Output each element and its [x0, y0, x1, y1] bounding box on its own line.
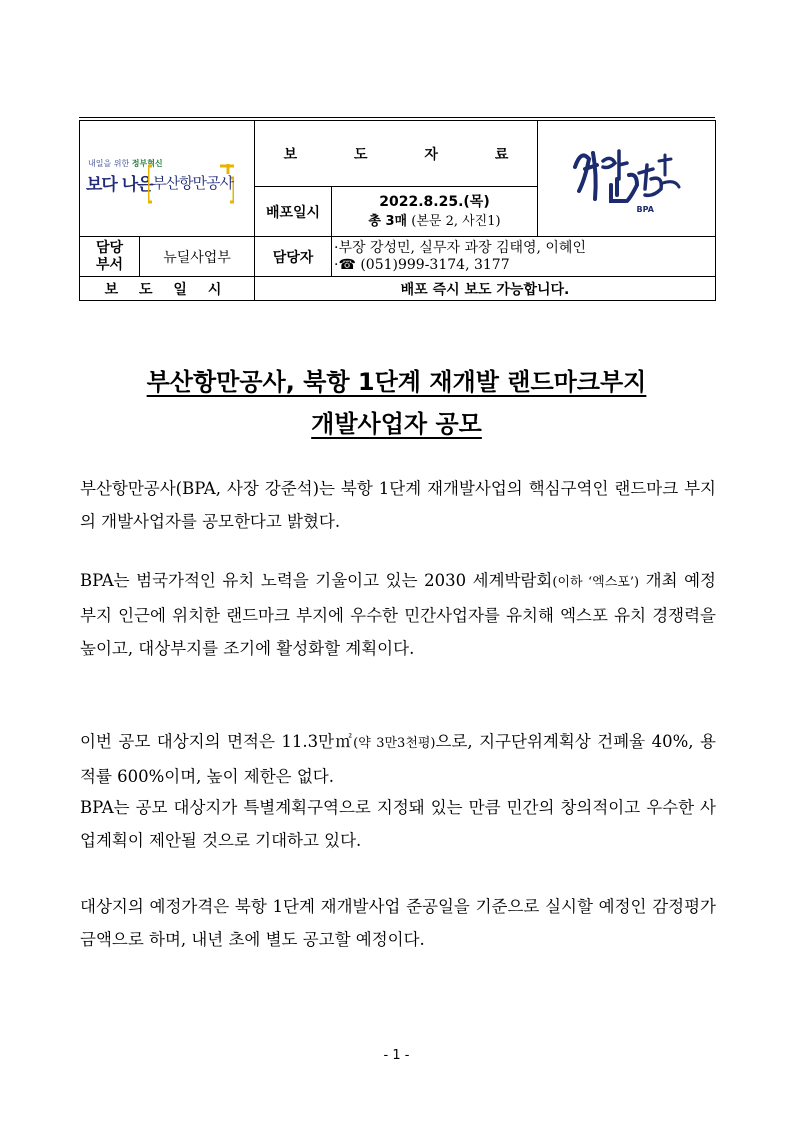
brand-calligraphy-icon	[567, 139, 687, 219]
contact-phone: ·☎ (051)999-3174, 3177	[334, 256, 510, 273]
page-number: - 1 -	[383, 1048, 410, 1063]
brand-slogan-logo	[567, 139, 687, 219]
bpa-logo	[82, 144, 252, 214]
press-time-label: 보 도 일 시	[80, 277, 255, 301]
body-paragraph-4: BPA는 공모 대상지가 특별계획구역으로 지정돼 있는 만큼 민간의 창의적이고 우수한 사업계획이 제안될 것으로 기대하고 있다.	[80, 798, 716, 850]
logo-cell	[80, 121, 255, 237]
brand-bpa-label: BPA	[636, 204, 654, 214]
headline-line-1: 부산항만공사, 북항 1단계 재개발 랜드마크부지	[146, 368, 647, 396]
body-paragraph-2: BPA는 범국가적인 유치 노력을 기울이고 있는 2030 세계박람회(이하 ‘엑스포’) 개최 예정부지 인근에 위치한 랜드마크 부지에 우수한 민간사업자를 유치해 엑스포 유치 경쟁력을 높이고, 대상부지를 조기에 활성화할 계획이다.	[80, 571, 716, 658]
header-top-rule	[79, 117, 715, 118]
page-count: 총 3매 (본문 2, 사진1)	[368, 213, 501, 229]
release-date-label: 배포일시	[255, 187, 332, 237]
body-paragraph-3: 이번 공모 대상지의 면적은 11.3만㎡(약 3만3천평)으로, 지구단위계획상 건폐율 40%, 용적률 600%이며, 높이 제한은 없다.	[80, 732, 716, 786]
contact-person-info	[332, 237, 716, 277]
logo-slogan: 내일을 위한 정부혁신	[88, 158, 163, 168]
contact-person-label: 담당자	[255, 237, 332, 277]
press-time-value: 배포 즉시 보도 가능합니다.	[255, 277, 716, 301]
contact-names: ·부장 강성민, 실무자 과장 김태영, 이혜인	[334, 239, 586, 256]
logo-org-name: 부산항만공사	[152, 173, 233, 192]
press-release-header-table	[79, 120, 716, 301]
body-paragraph-5: 대상지의 예정가격은 북항 1단계 재개발사업 준공일을 기준으로 실시할 예정인 감정평가 금액으로 하며, 내년 초에 별도 공고할 예정이다.	[80, 897, 716, 949]
brand-slogan-cell	[538, 121, 716, 237]
department-label: 담당 부서	[80, 237, 140, 277]
headline-line-2: 개발사업자 공모	[311, 410, 482, 438]
release-date-cell	[332, 187, 538, 237]
release-date: 2022.8.25.(목)	[379, 193, 490, 210]
body-paragraph-1: 부산항만공사(BPA, 사장 강준석)는 북항 1단계 재개발사업의 핵심구역인 랜드마크 부지의 개발사업자를 공모한다고 밝혔다.	[80, 479, 716, 531]
logo-better-text: 보다 나은	[86, 174, 153, 195]
department-value: 뉴딜사업부	[140, 237, 255, 277]
document-title: 보 도 자 료	[255, 121, 538, 187]
